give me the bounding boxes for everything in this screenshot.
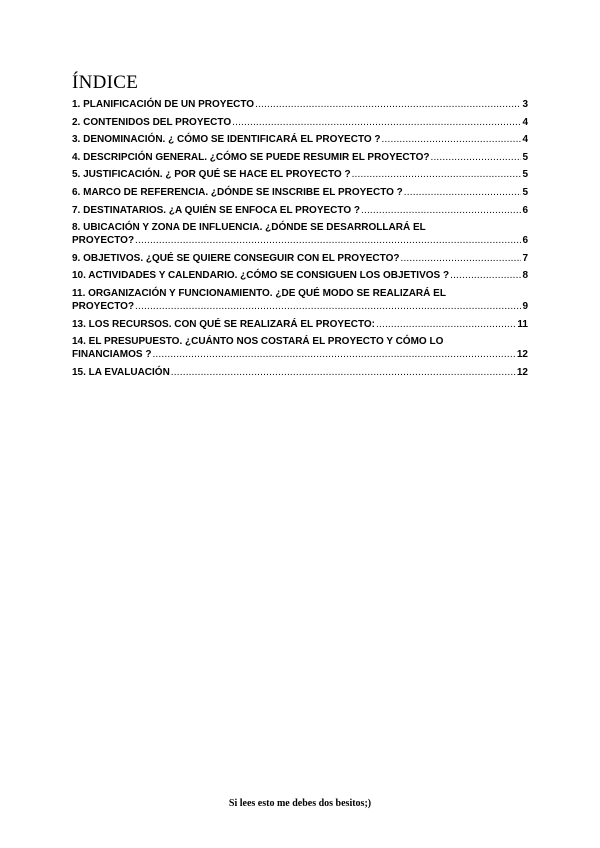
toc-line [72,168,528,181]
toc-entry-text: 10. ACTIVIDADES Y CALENDARIO. ¿CÓMO SE CONSIGUEN LOS OBJETIVOS ? [72,270,450,282]
toc-page-number: 5 [522,169,528,181]
toc-title: ÍNDICE [72,72,139,93]
toc-entry-first-line: 11. ORGANIZACIÓN Y FUNCIONAMIENTO. ¿DE QUÉ MODO SE REALIZARÁ EL [72,287,446,299]
footer-note: Si lees esto me debes dos besitos;) [228,798,372,809]
dot-leader [255,98,521,111]
toc-line [72,98,528,111]
toc-entry-text: 15. LA EVALUACIÓN [72,366,170,378]
toc-entry-text: 5. JUSTIFICACIÓN. ¿ POR QUÉ SE HACE EL PROYECTO ? [72,169,351,181]
toc-line [72,234,528,247]
toc-line [72,133,528,146]
toc-entry-text: 13. LOS RECURSOS. CON QUÉ SE REALIZARÁ EL PROYECTO: [72,318,376,330]
toc-entry-text: FINANCIAMOS ? [72,349,152,361]
toc-entry-text: 1. PLANIFICACIÓN DE UN PROYECTO [72,99,255,110]
toc-line [72,300,528,313]
toc-entry[interactable] [72,133,528,146]
toc-page-number: 7 [522,252,528,264]
toc-entry[interactable] [72,335,528,361]
dot-leader [361,204,521,217]
dot-leader [400,252,521,265]
dot-leader [135,234,521,247]
toc-entry-text: PROYECTO? [72,300,135,312]
table-of-contents [72,98,528,383]
toc-page-number: 3 [522,99,528,110]
toc-entry[interactable] [72,318,528,331]
toc-entry[interactable] [72,366,528,379]
toc-line [72,366,528,379]
toc-line [72,186,528,199]
toc-entry-text: 7. DESTINATARIOS. ¿A QUIÉN SE ENFOCA EL PROYECTO ? [72,204,360,216]
dot-leader [376,318,516,331]
toc-line [72,318,528,331]
toc-entry-text: PROYECTO? [72,235,135,247]
toc-entry-first-line: 14. EL PRESUPUESTO. ¿CUÁNTO NOS COSTARÁ EL PROYECTO Y CÓMO LO [72,336,444,348]
dot-leader [382,133,522,146]
dot-leader [450,269,521,282]
toc-line [72,252,528,265]
toc-page-number: 12 [516,349,528,361]
toc-entry-text: 4. DESCRIPCIÓN GENERAL. ¿CÓMO SE PUEDE RESUMIR EL PROYECTO? [72,151,430,163]
toc-entry[interactable] [72,98,528,111]
toc-entry[interactable] [72,151,528,164]
toc-page-number: 6 [522,235,528,247]
dot-leader [352,168,522,181]
toc-entry[interactable] [72,287,528,313]
toc-entry[interactable] [72,204,528,217]
toc-page-number: 12 [516,366,528,378]
toc-page-number: 4 [522,116,528,128]
toc-page-number: 5 [522,186,528,198]
toc-entry-first-line: 8. UBICACIÓN Y ZONA DE INFLUENCIA. ¿DÓNDE SE DESARROLLARÁ EL [72,222,426,234]
dot-leader [171,366,516,379]
toc-line [72,269,528,282]
toc-entry[interactable] [72,221,528,247]
toc-line [72,151,528,164]
dot-leader [404,186,522,199]
dot-leader [135,300,521,313]
toc-page-number: 8 [522,270,528,282]
toc-entry-text: 9. OBJETIVOS. ¿QUÉ SE QUIERE CONSEGUIR CON EL PROYECTO? [72,252,400,264]
toc-line [72,204,528,217]
toc-entry-text: 2. CONTENIDOS DEL PROYECTO [72,116,232,128]
toc-entry-text: 3. DENOMINACIÓN. ¿ CÓMO SE IDENTIFICARÁ EL PROYECTO ? [72,134,381,146]
toc-entry[interactable] [72,269,528,282]
toc-entry[interactable] [72,252,528,265]
toc-entry[interactable] [72,168,528,181]
dot-leader [232,116,521,129]
dot-leader [152,348,515,361]
toc-line [72,348,528,361]
toc-page-number: 5 [522,151,528,163]
toc-page-number: 6 [522,204,528,216]
toc-entry-text: 6. MARCO DE REFERENCIA. ¿DÓNDE SE INSCRIBE EL PROYECTO ? [72,186,403,198]
toc-page-number: 11 [517,318,528,330]
toc-entry[interactable] [72,116,528,129]
dot-leader [430,151,521,164]
toc-page-number: 4 [522,134,528,146]
toc-line [72,116,528,129]
toc-page-number: 9 [522,300,528,312]
toc-entry[interactable] [72,186,528,199]
